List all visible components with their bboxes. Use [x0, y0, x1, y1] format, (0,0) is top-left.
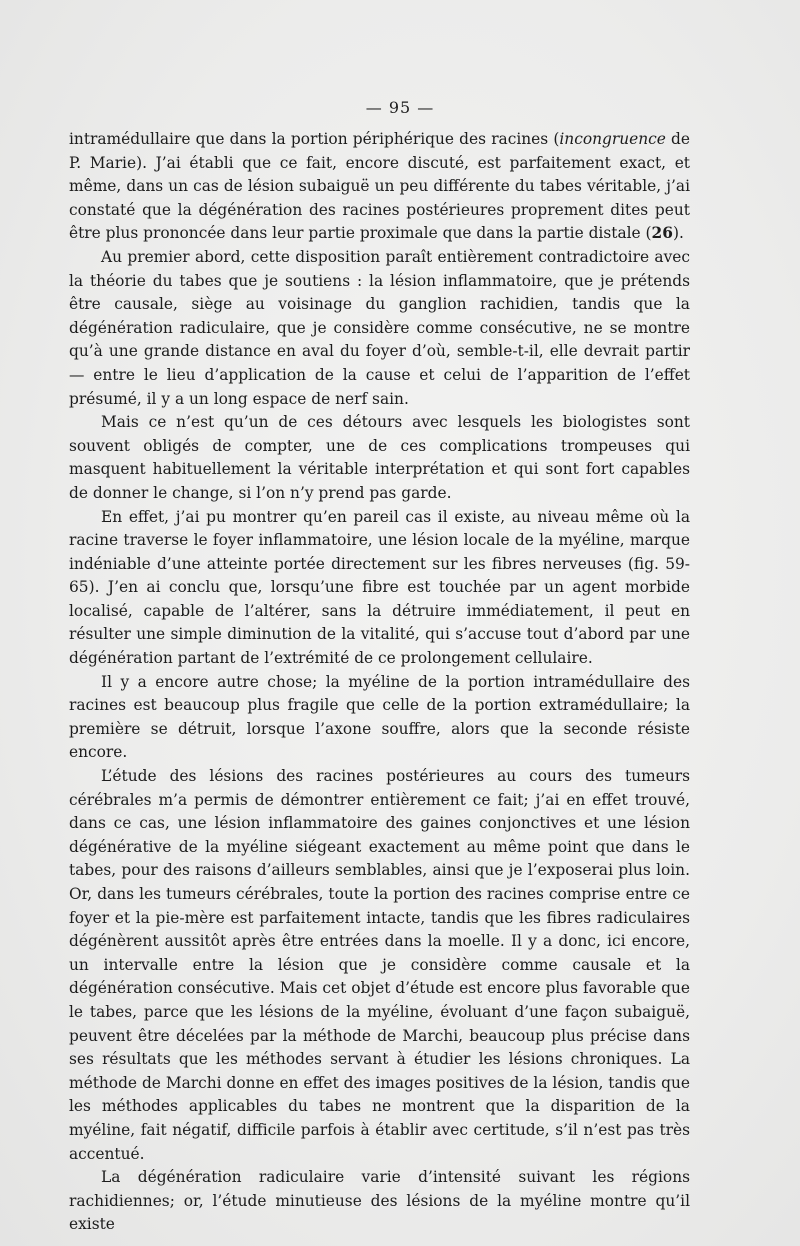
paragraph-4: En effet, j’ai pu montrer qu’en pareil cas il existe, au niveau même où la racine traverse le foyer inflammatoire, une lésion locale de la myéline, marque indéniable d’une atteinte portée directement sur les fibres nerveuses (fig. 59-65). J’en ai conclu que, lorsqu’une fibre est touchée par un agent morbide localisé, capable de l’altérer, sans la détruire immédiatement, il peut en résulter une simple diminution de la vitalité, qui s’accuse tout d’abord par une dégénération partant de l’extrémité de ce prolongement cellulaire. [69, 507, 690, 668]
paragraph-1-text-end: ). [672, 224, 684, 243]
reference-number: 26 [651, 224, 673, 243]
paragraph-1-text-after: de P. Marie). J’ai établi que ce fait, encore discuté, est parfaitement exact, et même, dans un cas de lésion subaiguë un peu différente du tabes véritable, j’ai constaté que la dégénération des racines postérieures proprement dites peut être plus prononcée dans leur partie proximale que dans la partie distale ( [69, 130, 690, 243]
paragraph-7: La dégénération radiculaire varie d’intensité suivant les régions rachidiennes; or, l’étude minutieuse des lésions de la myéline montre qu’il existe [69, 1168, 690, 1234]
paragraph-5: Il y a encore autre chose; la myéline de la portion intramédullaire des racines est beaucoup plus fragile que celle de la portion extramédullaire; la première se détruit, lorsque l’axone souffre, alors que la seconde résiste encore. [69, 672, 690, 762]
paragraph-1-italic: incongruence [559, 130, 666, 148]
text-body [69, 128, 690, 1237]
paragraph-1 [69, 128, 690, 246]
paragraph-1-text-before: intramédullaire que dans la portion périphérique des racines ( [69, 130, 560, 148]
paragraph-3: Mais ce n’est qu’un de ces détours avec lesquels les biologistes sont souvent obligés de compter, une de ces complications trompeuses qui masquent habituellement la véritable interprétation et qui sont fort capables de donner le change, si l’on n’y prend pas garde. [69, 413, 690, 502]
page-number: — 95 — [365, 98, 435, 117]
paragraph-2: Au premier abord, cette disposition paraît entièrement contradictoire avec la théorie du tabes que je soutiens : la lésion inflammatoire, que je prétends être causale, siège au voisinage du ganglion rachidien, tandis que la dégénération radiculaire, que je considère comme consécutive, ne se montre qu’à une grande distance en aval du foyer d’où, semble-t-il, elle devrait partir — entre le lieu d’application de la cause et celui de l’apparition de l’effet présumé, il y a un long espace de nerf sain. [69, 247, 690, 408]
paragraph-6: L’étude des lésions des racines postérieures au cours des tumeurs cérébrales m’a permis de démontrer entièrement ce fait; j’ai en effet trouvé, dans ce cas, une lésion inflammatoire des gaines conjonctives et une lésion dégénérative de la myéline siégeant exactement au même point que dans le tabes, pour des raisons d’ailleurs semblables, ainsi que je l’exposerai plus loin. Or, dans les tumeurs cérébrales, toute la portion des racines comprise entre ce foyer et la pie-mère est parfaitement intacte, tandis que les fibres radiculaires dégénèrent aussitôt après être entrées dans la moelle. Il y a donc, ici encore, un intervalle entre la lésion que je considère comme causale et la dégénération consécutive. Mais cet objet d’étude est encore plus favorable que le tabes, parce que les lésions de la myéline, évoluant d’une façon subaiguë, peuvent être décelées par la méthode de Marchi, beaucoup plus précise dans ses résultats que les méthodes servant à étudier les lésions chroniques. La méthode de Marchi donne en effet des images positives de la lésion, tandis que les méthodes applicables du tabes ne montrent que la disparition de la myéline, fait négatif, difficile parfois à établir avec certitude, s’il n’est pas très accentué. [69, 767, 690, 1163]
